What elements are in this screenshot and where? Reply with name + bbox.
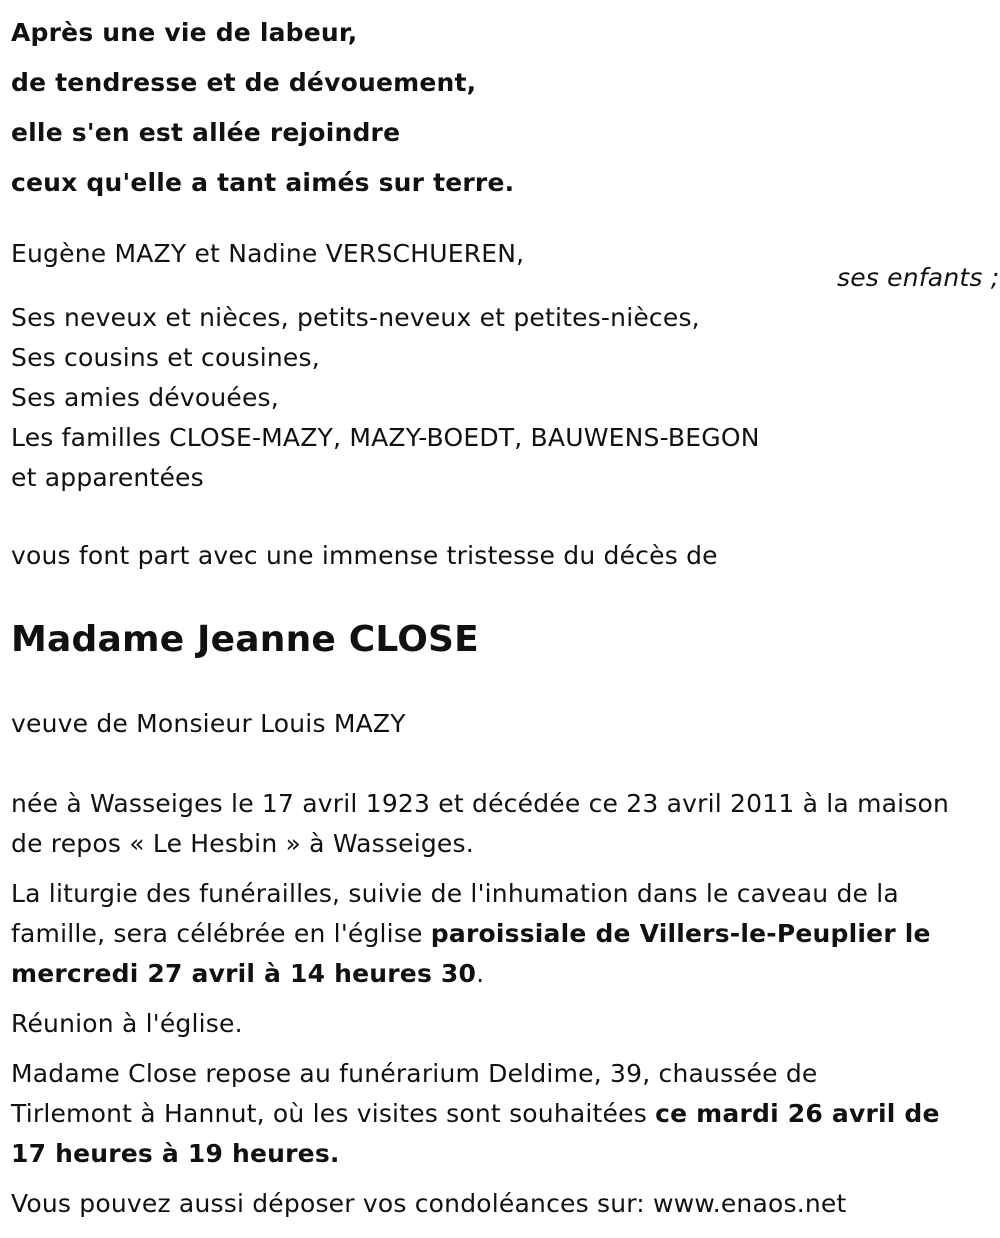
- visitation-line: [11, 1134, 986, 1174]
- relatives-list: [11, 298, 760, 498]
- liturgy-paragraph: [11, 874, 986, 994]
- visitation-line: [11, 1094, 986, 1134]
- relatives-line: Ses cousins et cousines,: [11, 343, 320, 372]
- relatives-line: Ses neveux et nièces, petits-neveux et petites-nièces,: [11, 303, 700, 332]
- liturgy-text: famille, sera célébrée en l'église: [11, 919, 431, 948]
- condolences-paragraph: [11, 1184, 986, 1224]
- relatives-line: Les familles CLOSE-MAZY, MAZY-BOEDT, BAUWENS-BEGON: [11, 423, 760, 452]
- children-names: Eugène MAZY et Nadine VERSCHUEREN,: [11, 239, 525, 268]
- announcement: vous font part avec une immense tristesse du décès de: [11, 541, 718, 570]
- visitation-text: Tirlemont à Hannut, où les visites sont souhaitées: [11, 1099, 656, 1128]
- liturgy-line: [11, 954, 986, 994]
- visitation-line: Madame Close repose au funérarium Deldime, 39, chaussée de: [11, 1059, 818, 1088]
- meeting-paragraph: [11, 1004, 986, 1044]
- birth-death-paragraph: [11, 784, 986, 864]
- liturgy-line: [11, 914, 986, 954]
- funeral-details: [11, 784, 986, 1234]
- relatives-line: Ses amies dévouées,: [11, 383, 279, 412]
- visitation-date: ce mardi 26 avril de: [655, 1099, 940, 1128]
- poem-line: ceux qu'elle a tant aimés sur terre.: [11, 168, 515, 197]
- birth-death-line: de repos « Le Hesbin » à Wasseiges.: [11, 829, 474, 858]
- poem-line: elle s'en est allée rejoindre: [11, 118, 401, 147]
- liturgy-location: paroissiale de Villers-le-Peuplier le: [430, 919, 931, 948]
- widow-of: veuve de Monsieur Louis MAZY: [11, 709, 406, 738]
- children-role: ses enfants ;: [837, 263, 1000, 292]
- poem-line: de tendresse et de dévouement,: [11, 68, 477, 97]
- liturgy-datetime: mercredi 27 avril à 14 heures 30: [11, 959, 477, 988]
- birth-death-line: née à Wasseiges le 17 avril 1923 et décédée ce 23 avril 2011 à la maison: [11, 789, 950, 818]
- liturgy-period: .: [476, 959, 485, 988]
- meeting-line: Réunion à l'église.: [11, 1009, 243, 1038]
- visitation-paragraph: [11, 1054, 986, 1174]
- poem-line: Après une vie de labeur,: [11, 18, 358, 47]
- deceased-name: Madame Jeanne CLOSE: [11, 619, 479, 660]
- liturgy-line: La liturgie des funérailles, suivie de l'inhumation dans le caveau de la: [11, 879, 899, 908]
- poem: [11, 8, 514, 208]
- relatives-line: et apparentées: [11, 463, 204, 492]
- condolences-line: Vous pouvez aussi déposer vos condoléances sur: www.enaos.net: [11, 1189, 847, 1218]
- visitation-hours: 17 heures à 19 heures.: [11, 1139, 340, 1168]
